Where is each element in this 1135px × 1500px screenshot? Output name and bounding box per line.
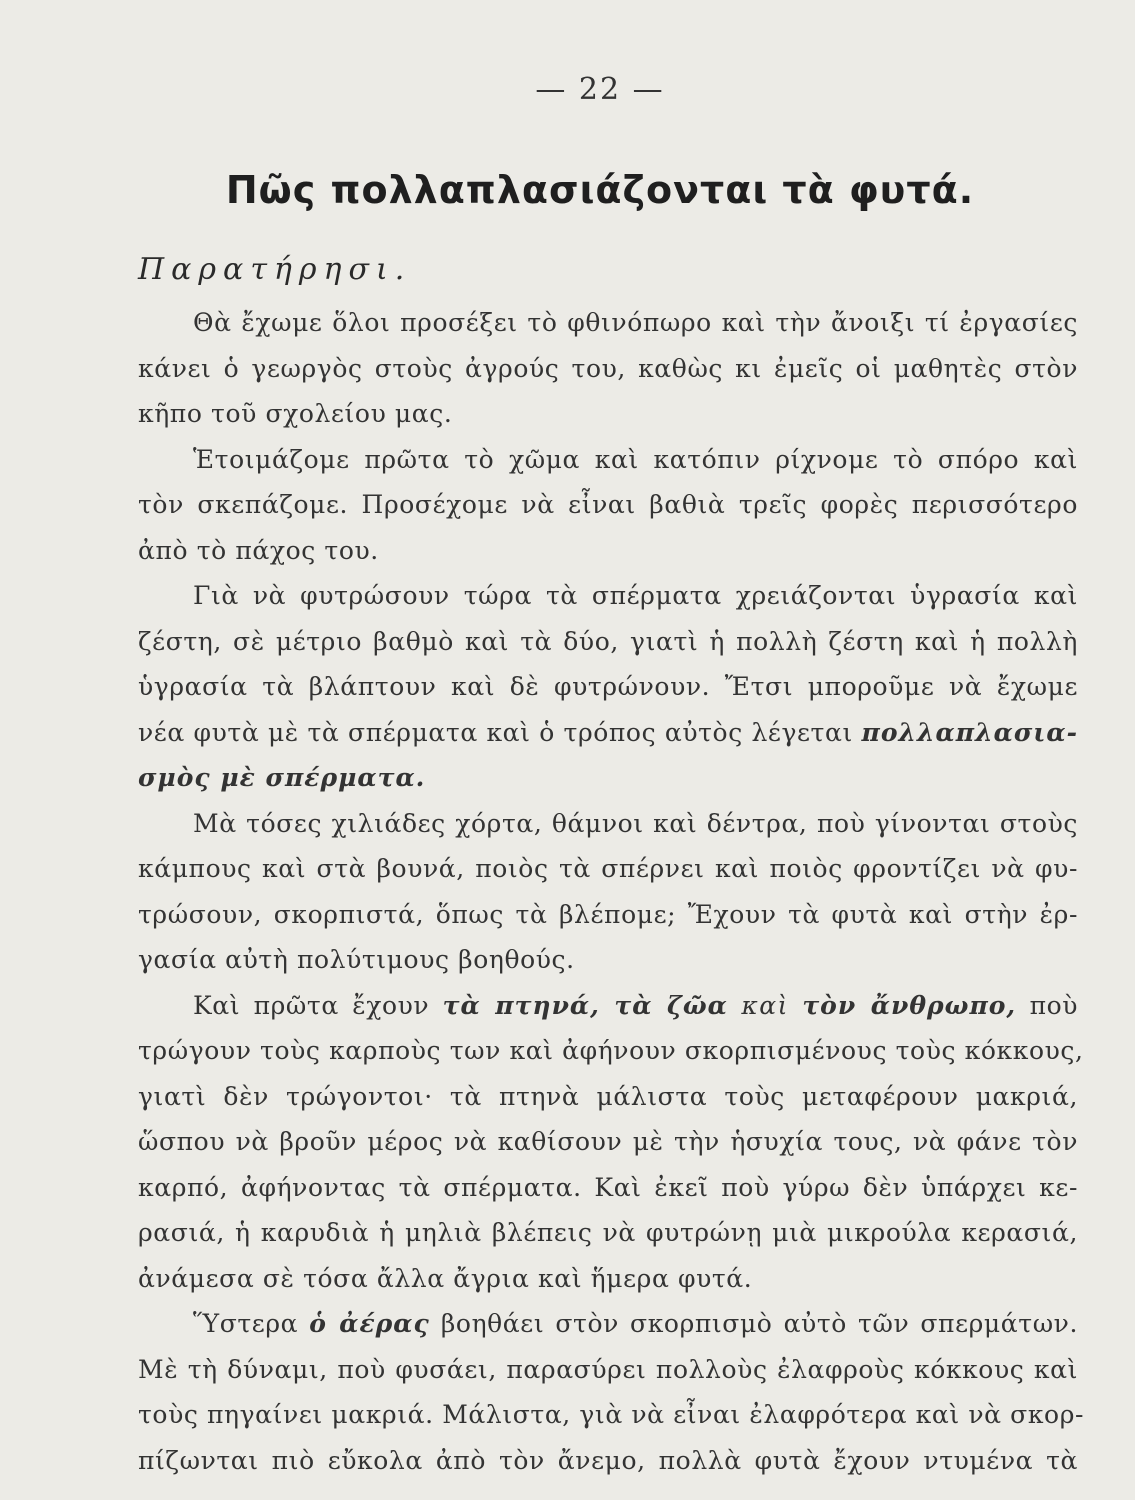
emphasized-term: σμὸς μὲ σπέρματα.: [138, 763, 426, 792]
emphasized-term: τὸν ἄνθρωπο,: [802, 990, 1017, 1020]
emphasized-term: τὰ πτηνά, τὰ ζῶα: [442, 990, 728, 1020]
text-fragment: Καὶ πρῶτα ἔχουν: [193, 990, 430, 1020]
text-fragment: νέα φυτὰ μὲ τὰ σπέρματα καὶ ὁ τρόπος αὐτὸς λέγεται: [138, 717, 853, 747]
text-line: [138, 1301, 1078, 1347]
text-line: κάμπους καὶ στὰ βουνά, ποιὸς τὰ σπέρνει καὶ ποιὸς φροντίζει νὰ φυ-: [138, 854, 1078, 883]
page-number: — 22 —: [535, 72, 665, 107]
section-subtitle: Παρατήρησι.: [138, 252, 412, 287]
text-line: τρώσουν, σκορπιστά, ὅπως τὰ βλέπομε; Ἔχουν τὰ φυτὰ καὶ στὴν ἐρ-: [138, 899, 1078, 929]
text-line: κάνει ὁ γεωργὸς στοὺς ἀγρούς του, καθὼς κι ἐμεῖς οἱ μαθητὲς στὸν: [138, 353, 1078, 383]
text-line: Γιὰ νὰ φυτρώσουν τώρα τὰ σπέρματα χρειάζονται ὑγρασία καὶ: [193, 581, 1078, 610]
text-line: [138, 983, 1078, 1029]
text-line: ρασιά, ἡ καρυδιὰ ἡ μηλιὰ βλέπεις νὰ φυτρώνῃ μιὰ μικρούλα κερασιά,: [138, 1218, 1078, 1247]
text-line: τρώγουν τοὺς καρποὺς των καὶ ἀφήνουν σκορπισμένους τοὺς κόκκους,: [138, 1036, 1084, 1065]
emphasized-term: πολλαπλασια-: [861, 717, 1078, 747]
text-line: ζέστη, σὲ μέτριο βαθμὸ καὶ τὰ δύο, γιατὶ ἡ πολλὴ ζέστη καὶ ἡ πολλὴ: [138, 626, 1078, 656]
text-line: κῆπο τοῦ σχολείου μας.: [138, 399, 453, 428]
text-line: ἀνάμεσα σὲ τόσα ἄλλα ἄγρια καὶ ἥμερα φυτά.: [138, 1263, 753, 1293]
text-line: γασία αὐτὴ πολύτιμους βοηθούς.: [138, 945, 575, 974]
text-line: ὑγρασία τὰ βλάπτουν καὶ δὲ φυτρώνουν. Ἔτσι μποροῦμε νὰ ἔχωμε: [138, 672, 1078, 701]
body-text: [138, 300, 1085, 1483]
text-fragment: καὶ: [741, 990, 789, 1020]
text-line: Θὰ ἔχωμε ὅλοι προσέξει τὸ φθινόπωρο καὶ τὴν ἄνοιξι τί ἐργασίες: [193, 308, 1078, 337]
text-line: Ἑτοιμάζομε πρῶτα τὸ χῶμα καὶ κατόπιν ρίχνομε τὸ σπόρο καὶ: [193, 444, 1078, 474]
text-fragment: ποὺ: [1029, 990, 1079, 1020]
text-fragment: βοηθάει στὸν σκορπισμὸ αὐτὸ τῶν σπερμάτων.: [440, 1309, 1079, 1338]
text-line: ὥσπου νὰ βροῦν μέρος νὰ καθίσουν μὲ τὴν ἡσυχία τους, νὰ φάνε τὸν: [138, 1127, 1078, 1156]
text-line: τοὺς πηγαίνει μακριά. Μάλιστα, γιὰ νὰ εἶναι ἐλαφρότερα καὶ νὰ σκορ-: [138, 1400, 1085, 1429]
text-line: καρπό, ἀφήνοντας τὰ σπέρματα. Καὶ ἐκεῖ ποὺ γύρω δὲν ὑπάρχει κε-: [138, 1172, 1078, 1202]
chapter-title: Πῶς πολλαπλασιάζονται τὰ φυτά.: [225, 168, 975, 212]
text-line: [138, 710, 1078, 756]
text-line: τὸν σκεπάζομε. Προσέχομε νὰ εἶναι βαθιὰ τρεῖς φορὲς περισσότερο: [138, 490, 1078, 519]
text-line: γιατὶ δὲν τρώγοντοι· τὰ πτηνὰ μάλιστα τοὺς μεταφέρουν μακριά,: [138, 1081, 1078, 1111]
text-fragment: Ὕστερα: [193, 1309, 299, 1338]
text-line: Μὰ τόσες χιλιάδες χόρτα, θάμνοι καὶ δέντρα, ποὺ γίνονται στοὺς: [193, 808, 1078, 838]
emphasized-term: ὁ ἀέρας: [309, 1309, 430, 1338]
text-line: ἀπὸ τὸ πάχος του.: [138, 535, 379, 565]
text-line: πίζωνται πιὸ εὔκολα ἀπὸ τὸν ἄνεμο, πολλὰ φυτὰ ἔχουν ντυμένα τὰ: [138, 1445, 1078, 1475]
text-line: Μὲ τὴ δύναμι, ποὺ φυσάει, παρασύρει πολλοὺς ἐλαφροὺς κόκκους καὶ: [138, 1354, 1078, 1384]
